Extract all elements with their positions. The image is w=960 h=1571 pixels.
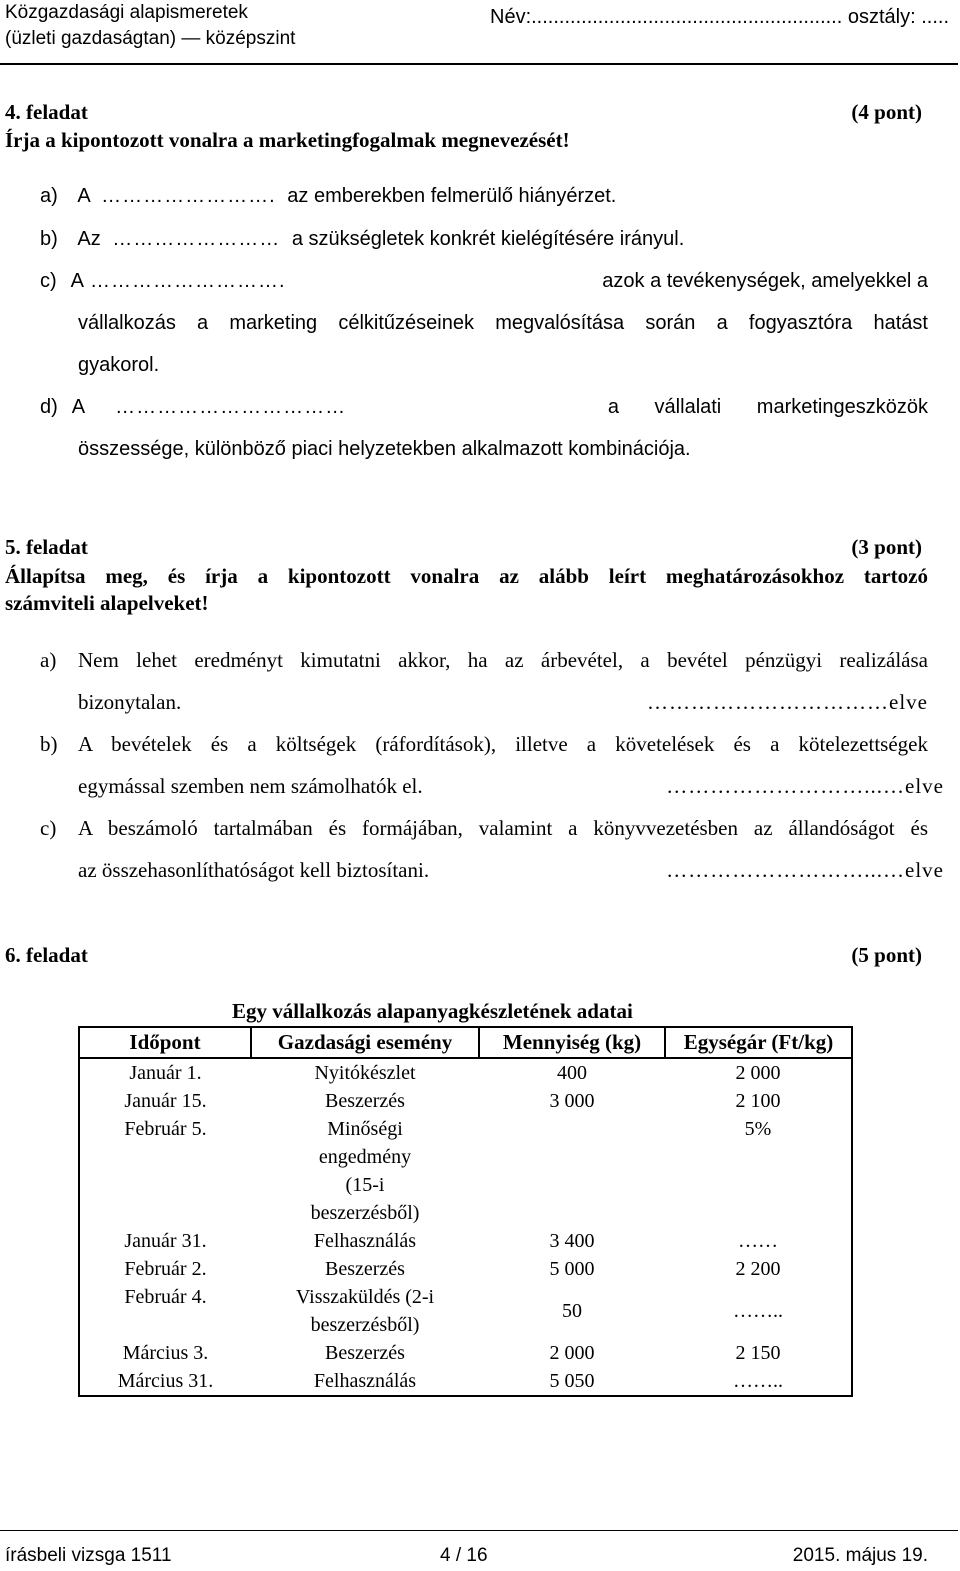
item-start: A (70, 270, 85, 292)
cell-unit-price: 2 100 (665, 1087, 852, 1115)
cell-date: Március 31. (79, 1367, 251, 1396)
col-header-quantity: Mennyiség (kg) (479, 1027, 665, 1058)
table-row (79, 1058, 852, 1087)
task5-item-a-line1: Nem lehet eredményt kimutatni akkor, ha az árbevétel, a bevétel pénzügyi realizálása (78, 648, 928, 672)
task4-title: 4. feladat (5, 100, 88, 124)
task4-points: (4 pont) (851, 100, 922, 124)
cell-event: Beszerzés (325, 1090, 405, 1112)
task5-item-c-label: c) (40, 816, 57, 840)
table-row (79, 1227, 852, 1255)
cell-date: Január 15. (79, 1087, 251, 1115)
task4-item-d (40, 396, 928, 419)
cell-quantity: 5 000 (549, 1258, 595, 1280)
item-text: azok a tevékenységek, amelyekkel a (602, 270, 928, 292)
cell-event: Felhasználás (313, 1230, 417, 1252)
cell-unit-price: 2 200 (665, 1255, 852, 1283)
footer-date: 2015. május 19. (792, 1545, 928, 1566)
item-text: a szükségletek konkrét kielégítésére irányul. (291, 228, 685, 250)
table-row (79, 1339, 852, 1367)
inventory-table (78, 1026, 853, 1397)
cell-quantity (479, 1115, 665, 1227)
task5-points: (3 pont) (851, 535, 922, 559)
table-row (79, 1087, 852, 1115)
cell-event: Felhasználás (251, 1367, 479, 1396)
answer-blank[interactable]: …………………… (112, 228, 281, 250)
task5-item-a-label: a) (40, 648, 57, 672)
item-text: a vállalati marketingeszközök (607, 396, 928, 418)
task5-item-a-line2: bizonytalan. (78, 690, 182, 714)
col-header-date: Időpont (79, 1027, 251, 1058)
item-label: c) (40, 270, 57, 292)
table-row (79, 1367, 852, 1396)
answer-blank[interactable]: …………………………… (115, 396, 347, 418)
task5-title: 5. feladat (5, 535, 88, 559)
cell-unit-price-blank[interactable]: …….. (665, 1367, 852, 1396)
task4-instruction: Írja a kipontozott vonalra a marketingfogalmak megnevezését! (5, 128, 570, 152)
cell-date: Március 3. (79, 1339, 251, 1367)
task5-instruction-line1: Állapítsa meg, és írja a kipontozott vonalra az alább leírt meghatározásokhoz tartozó (5, 564, 928, 588)
footer-rule (0, 1530, 958, 1531)
answer-blank[interactable]: ………………………. (90, 270, 286, 292)
cell-event: Minőségi engedmény (15-i beszerzésből) (310, 1118, 420, 1224)
task6-points: (5 pont) (851, 943, 922, 967)
task6-title: 6. feladat (5, 943, 88, 967)
task4-item-a (40, 185, 616, 208)
header-subject (5, 0, 295, 52)
task5-item-b-label: b) (40, 732, 58, 756)
header-rule (0, 63, 958, 65)
cell-quantity: 400 (479, 1058, 665, 1087)
item-start: Az (77, 228, 101, 250)
cell-date: Február 4. (79, 1283, 251, 1339)
cell-unit-price-blank[interactable]: …… (665, 1227, 852, 1255)
cell-quantity: 3 000 (549, 1090, 595, 1112)
cell-date: Február 2. (79, 1255, 251, 1283)
cell-unit-price: 2 150 (665, 1339, 852, 1367)
task4-item-c-line3: gyakorol. (78, 354, 160, 376)
table-row (79, 1255, 852, 1283)
table-title: Egy vállalkozás alapanyagkészletének adatai (232, 999, 633, 1023)
col-header-unit-price: Egységár (Ft/kg) (665, 1027, 852, 1058)
cell-date: Január 1. (79, 1058, 251, 1087)
item-start: A (71, 396, 86, 418)
cell-event: Beszerzés (325, 1342, 405, 1364)
task4-item-c (40, 270, 928, 293)
item-text: az emberekben felmerülő hiányérzet. (287, 185, 617, 207)
cell-event: Beszerzés (325, 1258, 405, 1280)
cell-event: Visszaküldés (2-i beszerzésből) (295, 1286, 435, 1336)
cell-quantity: 2 000 (549, 1342, 595, 1364)
task5-item-c-line2: az összehasonlíthatóságot kell biztosítani. (78, 858, 430, 882)
table-row (79, 1115, 852, 1227)
task5-instruction-line2: számviteli alapelveket! (5, 591, 209, 615)
answer-blank[interactable]: ……………………. (101, 185, 276, 207)
task5-item-b-line2: egymással szemben nem számolhatók el. (78, 774, 423, 798)
cell-date: Február 5. (79, 1115, 251, 1227)
footer-exam-code: írásbeli vizsga 1511 (5, 1545, 172, 1566)
cell-unit-price: 5% (665, 1115, 852, 1227)
cell-unit-price-blank[interactable]: …….. (665, 1283, 852, 1339)
footer-page-number: 4 / 16 (440, 1545, 488, 1566)
item-label: a) (40, 185, 58, 207)
item-label: d) (40, 396, 58, 418)
table-row (79, 1283, 852, 1339)
task5-item-a-answer[interactable]: ……………………………elve (647, 690, 928, 714)
cell-quantity: 3 400 (549, 1230, 595, 1252)
cell-quantity: 5 050 (479, 1367, 665, 1396)
cell-date: Január 31. (79, 1227, 251, 1255)
item-start: A (77, 185, 90, 207)
task5-item-b-line1: A bevételek és a költségek (ráfordítások), illetve a követelések és a kötelezettségek (78, 732, 928, 756)
header-subject-line1: Közgazdasági alapismeretek (5, 2, 248, 23)
cell-event: Nyitókészlet (251, 1058, 479, 1087)
col-header-event: Gazdasági esemény (251, 1027, 479, 1058)
table-header-row (79, 1027, 852, 1058)
task4-item-c-line2: vállalkozás a marketing célkitűzéseinek megvalósítása során a fogyasztóra hatást (78, 312, 928, 334)
header-name-class: Név:........................................................ osztály: ..... (490, 6, 949, 28)
cell-unit-price: 2 000 (665, 1058, 852, 1087)
task4-item-d-line2: összessége, különböző piaci helyzetekben alkalmazott kombinációja. (78, 438, 691, 460)
task4-item-b (40, 228, 684, 251)
item-label: b) (40, 228, 58, 250)
task5-item-c-answer[interactable]: ………………………...…elve (666, 858, 944, 882)
task5-item-b-answer[interactable]: ………………………...…elve (666, 774, 944, 798)
header-subject-line2: (üzleti gazdaságtan) — középszint (5, 28, 296, 49)
task5-item-c-line1: A beszámoló tartalmában és formájában, valamint a könyvvezetésben az állandóságot és (78, 816, 928, 840)
cell-quantity: 50 (562, 1300, 582, 1322)
